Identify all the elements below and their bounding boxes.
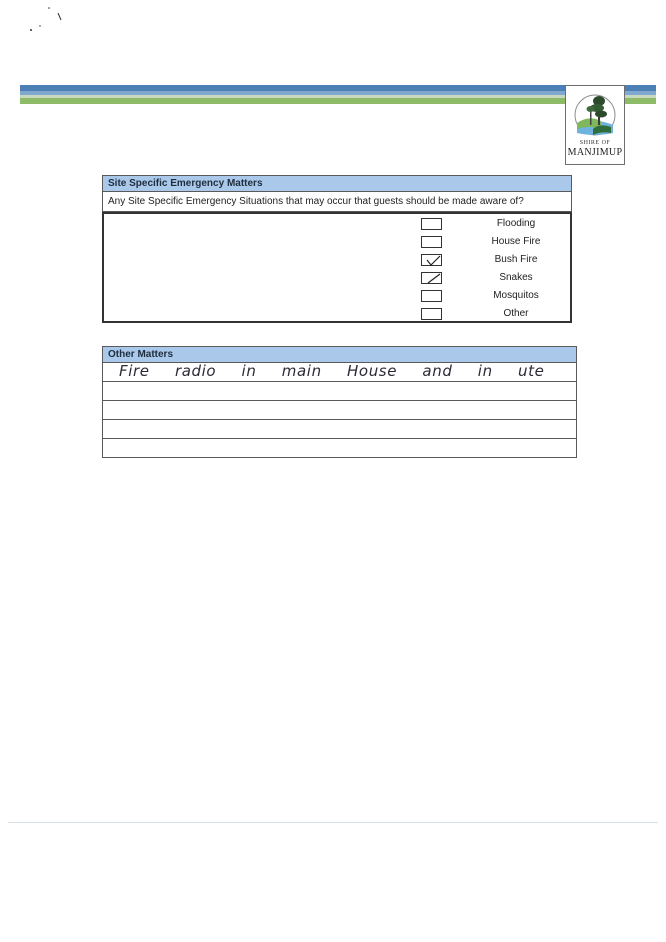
option-flooding [421, 217, 571, 233]
mosquitos-checkbox[interactable] [421, 290, 442, 302]
logo-text-shire-of: SHIRE OF [579, 140, 611, 146]
scan-specks [28, 4, 68, 34]
option-label: House Fire [491, 236, 541, 247]
option-label: Snakes [499, 272, 533, 283]
option-label: Mosquitos [493, 290, 539, 301]
other-matters-line[interactable] [102, 401, 577, 420]
option-bush-fire [421, 253, 571, 269]
emergency-matters-section [102, 175, 572, 323]
other-matters-line[interactable] [102, 420, 577, 439]
footer-divider [8, 822, 658, 823]
handwritten-note: Fire radio in main House and in ute [119, 362, 545, 380]
bush-fire-checkbox[interactable] [421, 254, 442, 266]
other-matters-header: Other Matters [102, 346, 577, 363]
option-other [421, 307, 571, 323]
option-snakes [421, 271, 571, 287]
other-matters-line[interactable] [102, 363, 577, 382]
option-label: Other [503, 308, 529, 319]
emergency-question: Any Site Specific Emergency Situations that may occur that guests should be made aware of? [102, 192, 572, 212]
emergency-matters-header: Site Specific Emergency Matters [102, 175, 572, 192]
other-matters-section [102, 346, 577, 458]
check-mark-icon [422, 270, 444, 286]
flooding-checkbox[interactable] [421, 218, 442, 230]
option-label: Flooding [496, 218, 536, 229]
other-matters-line[interactable] [102, 439, 577, 458]
other-matters-line[interactable] [102, 382, 577, 401]
option-label: Bush Fire [494, 254, 538, 265]
shire-tree-emblem-icon [571, 89, 619, 139]
emergency-options-box [102, 212, 572, 323]
option-house-fire [421, 235, 571, 251]
other-checkbox[interactable] [421, 308, 442, 320]
snakes-checkbox[interactable] [421, 272, 442, 284]
house-fire-checkbox[interactable] [421, 236, 442, 248]
logo-text-manjimup: MANJIMUP [567, 147, 623, 158]
check-mark-icon [422, 252, 444, 268]
option-mosquitos [421, 289, 571, 305]
header-band-green [20, 98, 656, 104]
shire-logo [565, 85, 625, 165]
